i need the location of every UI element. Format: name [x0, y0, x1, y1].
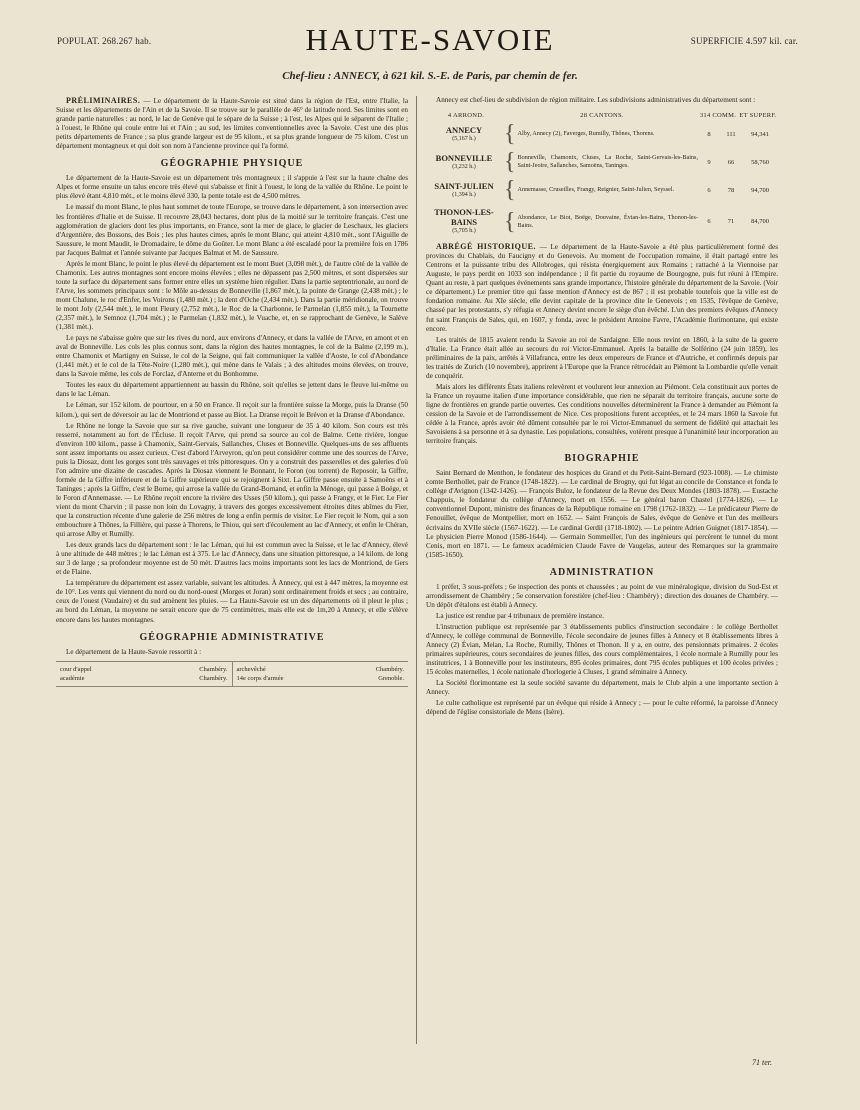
subdivision-row	[426, 207, 778, 236]
cantons-count: 6	[707, 218, 711, 226]
geo-physique-paragraph: Le massif du mont Blanc, le plus haut sommet de toute l'Europe, se trouve dans le département, à son intersection avec les frontières d'Italie et de Suisse. Il recouvre 28,043 hectares, dont plus de la moitié sur le territoire français. C'est une agglomération de glaciers dont les plus importants, en France, sont la mer de glace, le glacier de Leschaux, les glaciers d'Argentière, des Bossons, des Bois ; les plus hautes cimes, après le mont Blanc, qui atteint 4,810 mèt., sont l'Aiguille de Saussure, le mont Maudit, le Dromadaire, le dôme du Goûter. Le mont Blanc a été escaladé pour la première fois en 1786 par Jacques Balmat et l'année suivante par Jacques Balmat et M. de Saussure.	[56, 203, 408, 257]
communes-count: 66	[727, 158, 735, 166]
communes-count: 111	[726, 130, 736, 138]
arrondissement-name: THONON-LES-BAINS	[434, 207, 494, 228]
arrondissement-name: BONNEVILLE	[435, 152, 493, 163]
arrondissement	[426, 207, 502, 236]
arrondissement	[426, 153, 502, 172]
cantons-count: 9	[707, 158, 711, 166]
ressort-row	[60, 674, 228, 683]
cantons-list: Annemasse, Cruseilles, Frangy, Reignier, Saint-Julien, Seyssel.	[517, 186, 675, 194]
geo-physique-paragraph: Après le mont Blanc, le point le plus élevé du département est le mont Buet (3,098 mèt.), de l'autre côté de la vallée de Chamonix. Les autres montagnes sont encore moins élevées ; elles ne dépassent pas 2,500 mètres, et sont dispersées sur toute la surface du département sans former entre elles un système bien régulier. Dans la partie septentrionale, au nord de l'Arve, les sommets principaux sont : le Môle au-dessus de Bonneville (1,867 mèt.), la pointe de Grange (2,438 mèt.) ; le mont Chalune, le roc d'Enfer, les Voirons (1,480 mèt.) ; la dent d'Oche (2,434 mèt.). Dans la partie méridionale, on trouve le mont Joly (2,544 mèt.), le mont Fleury (2,752 mèt.), le Roc de la Charbonne, le Parmelan (1,855 mèt.), la Tournette (2,357 mèt.), le Semnoz (1,704 mèt.) ; le Parmelan (1,832 mèt.), le Vuache, et, en se rapprochant de Genève, le Salève (1,381 mèt.).	[56, 259, 408, 332]
cantons-count: 6	[707, 186, 711, 194]
left-column	[56, 96, 408, 1056]
arrondissement	[426, 181, 502, 200]
superficie-value: 58,760	[751, 158, 769, 166]
column-divider	[416, 96, 417, 1044]
administration-paragraph: La Société florimontane est la seule société savante du département, mais le Club alpin a une importante section à Annecy.	[426, 679, 778, 697]
ressort-label: cour d'appel	[60, 665, 92, 673]
ressort-value: Grenoble.	[378, 674, 404, 682]
abrege-historique-paragraph	[426, 242, 778, 333]
brace-icon: {	[504, 208, 516, 235]
ressort-label: 14e corps d'armée	[236, 674, 284, 682]
ressort-row	[60, 665, 228, 674]
geo-physique-paragraph: Les deux grands lacs du département sont : le lac Léman, qui lui est commun avec la Suisse, et le lac d'Annecy, élevé à une altitude de 448 mètres ; le lac Léman est à 375. Le lac d'Annecy, dans une situation pittoresque, a 14 kilom. de long sur 3 de large ; sa profondeur moyenne est de 50 mèt. D'autres lacs moins importants sont les lacs de Montriond, de Gers et de Flaine.	[56, 541, 408, 577]
subdivision-row	[426, 149, 778, 176]
administration-paragraph: La justice est rendue par 4 tribunaux de première instance.	[436, 611, 605, 620]
page-title: HAUTE-SAVOIE	[305, 22, 555, 57]
arrondissement-population: (3,232 h.)	[452, 163, 476, 170]
preliminaires-text: — Le département de la Haute-Savoie est situé dans la région de l'Est, entre l'Italie, la Suisse et les départements de l'Ain et de la Savoie. Il se trouve sur le parallèle de 46° de latitude nord. Ses limites sont en grande partie naturelles : au nord, le lac de Genève qui le sépare de la Suisse ; à l'est, les Alpes qui le séparent de l'Italie ; à l'ouest, le Rhône qui coule entre lui et l'Ain ; au sud, les limites conventionnelles avec la Savoie. C'est une des plus petits départements de France ; sa plus grande largeur est de 95 kilom., et sa plus grande longueur de 75 kilom. C'est un département montagneux et qui doit son nom à l'ancienne province qui l'a formé.	[56, 97, 408, 151]
ressort-label: académie	[60, 674, 85, 682]
communes-count: 78	[727, 186, 735, 194]
geo-physique-paragraph: La température du département est assez variable, suivant les altitudes. À Annecy, qui est à 447 mètres, la moyenne est de 10°. Les vents qui viennent du nord ou du nord-ouest (Morges et Joran) sont ordinairement froids et secs ; au contraire, ceux de l'ouest (Vaudaire) et du sud amènent les pluies. — La Haute-Savoie est un des départements où il pleut le plus ; au bord du Léman, la moyenne ne serait encore que de 75 centimètres, mais elle est de 1m,20 à Annecy, et elle s'élève encore dans les hautes montagnes.	[56, 579, 408, 624]
abrege-historique-paragraph: Mais alors les différents États italiens relevèrent et voulurent leur annexion au Piémont. Cela constituait aux portes de la France un royaume italien d'une importance considérable, que rien ne séparait du territoire français, aucune sorte de ligne de frontières en grande partie ouvertes. Ces conditions nouvelles déterminèrent la France à demander au Piémont la cession de la Savoie et de l'arrondissement de Nice. Ces propositions furent acceptées, et le 24 mars 1860 la Savoie fut cédée à la France, après avoir été dûment consultée par le roi Victor-Emmanuel du serment de fidélité qui attachait les Savoisiens à sa personne et à sa dynastie. Les populations, consultées, votèrent presque à l'unanimité leur incorporation au territoire français.	[426, 382, 778, 446]
arrondissement	[426, 125, 502, 144]
subdivisions-header-cell: 314 COMM.	[699, 112, 737, 120]
abrege-historique-text: — Le département de la Haute-Savoie a été plus particulièrement formé des provinces du Chablais, du Faucigny et du Genevois. Au moment de l'occupation romaine, il était partagé entre les Centrons et la puissante tribu des Allobroges, qui résista énergiquement aux Romains ; rattaché à la Viennoise par Auguste, le pays perdit en 1033 son indépendance ; il fit partie du royaume de Bourgogne, puis fut réuni à l'Empire. Quant au reste, à part quelques événements sans grande importance, l'histoire générale du département de la Savoie. (Voir ce département.) Le premier titre qui fasse mention d'Annecy est de 867 ; il est probable toutefois que la ville est de fondation romaine. Au XIe siècle, elle devint capitale de la province dite le Genevois ; en 1535, l'évêque de Genève, chassé par les protestants, s'y réfugia et Annecy devint encore le siège d'un évêché. L'un des premiers évêques d'Annecy fut saint François de Sales, qui, en 1607, y fonda, avec le président Antoine Favre, l'Académie florimontane, qui existe encore.	[426, 243, 778, 333]
chef-lieu-line: Chef-lieu : ANNECY, à 621 kil. S.-E. de Paris, par chemin de fer.	[282, 70, 578, 82]
page-footer: 71 ter.	[752, 1058, 772, 1067]
arrondissement-name: SAINT-JULIEN	[434, 180, 494, 191]
ressort-row	[237, 665, 405, 674]
superficie-value: 94,700	[751, 186, 769, 194]
arrondissement-population: (1,394 h.)	[452, 191, 476, 198]
arrondissement-population: (5,705 h.)	[452, 228, 476, 235]
geo-physique-paragraph: Le département de la Haute-Savoie est un département très montagneux ; il s'appuie à l'est sur la haute chaîne des Alpes et forme ensuite un talus encore très élevé qui s'abaisse et finit à l'ouest, le long de la vallée du Rhône. Le point le plus élevé étant 4,810 mèt., et le moins élevé 330, la pente totale est de 4,500 mètres.	[56, 174, 408, 201]
subdivision-row	[426, 121, 778, 148]
cantons-list: Bonneville, Chamonix, Cluses, La Roche, Saint-Gervais-les-Bains, Saint-Jeoire, Sallanches, Samoëns, Taninges.	[517, 154, 698, 170]
administration-heading: ADMINISTRATION	[549, 566, 655, 578]
cantons-list: Abondance, Le Biot, Boëge, Douvaine, Évian-les-Bains, Thonon-les-Bains.	[517, 213, 698, 229]
subdivisions-header-cell: 4 ARROND.	[447, 112, 485, 120]
subdivisions-header	[426, 111, 778, 120]
brace-icon: {	[504, 177, 516, 204]
population-label: POPULAT. 268.267 hab.	[57, 36, 152, 46]
ressort-value: Chambéry.	[199, 674, 228, 682]
geographie-administrative-heading: GÉOGRAPHIE ADMINISTRATIVE	[139, 631, 325, 643]
geo-admin-intro: Le département de la Haute-Savoie ressortit à :	[66, 647, 202, 656]
administration-paragraph: 1 préfet, 3 sous-préfets ; 6e inspection des ponts et chaussées ; au point de vue minéralogique, division du Sud-Est et arrondissement de Chambéry ; 5e conservation forestière (chef-lieu : Chambéry) ; direction des douanes de Chambéry. — Un dépôt d'étalons est établi à Annecy.	[426, 582, 778, 609]
biographie-heading: BIOGRAPHIE	[564, 453, 640, 465]
ressort-column	[56, 662, 232, 686]
right-column	[426, 96, 778, 1076]
ressort-value: Chambéry.	[199, 665, 228, 673]
geo-physique-paragraph: Le Léman, sur 152 kilom. de pourtour, en a 50 en France. Il reçoit sur la frontière suisse la Morge, puis la Dranse (50 kilom.), qui sert de déversoir au lac de Montriond et passe au Biot. La Dranse reçoit le Brévon et la Dranse d'Abondance.	[56, 401, 408, 419]
ressort-value: Chambéry.	[375, 665, 404, 673]
subdivisions-intro: Annecy est chef-lieu de subdivision de région militaire. Les subdivisions administratives du département sont :	[436, 96, 756, 104]
brace-icon: {	[504, 121, 516, 148]
geographie-physique-heading: GÉOGRAPHIE PHYSIQUE	[160, 158, 304, 170]
arrondissement-population: (5,167 h.)	[452, 135, 476, 142]
subdivision-row	[426, 177, 778, 204]
cantons-count: 8	[707, 130, 711, 138]
arrondissement-name: ANNECY	[445, 124, 483, 135]
preliminaires-label: PRÉLIMINAIRES.	[66, 96, 141, 105]
superficie-value: 94,341	[751, 130, 769, 138]
ressort-label: archevêché	[236, 665, 266, 673]
ressort-table	[56, 661, 408, 687]
subdivisions-header-cell: ET SUPERF.	[739, 112, 777, 120]
subdivisions-header-cell: 28 CANTONS.	[580, 112, 624, 120]
administration-paragraph: Le culte catholique est représenté par un évêque qui réside à Annecy ; — pour le culte réformé, la paroisse d'Annecy dépend de l'église consistoriale de Mens (Isère).	[426, 699, 778, 717]
geo-physique-paragraph: Le Rhône ne longe la Savoie que sur sa rive gauche, suivant une longueur de 35 à 40 kilom. Son cours est très resserré, notamment au fort de l'Écluse. Il reçoit l'Arve, qui prend sa source au col de Balme. Cette rivière, longue d'environ 100 kilom., passe à Chamonix, Saint-Gervais, Sallanches, Cluses et Bonneville. Quelques-uns de ses affluents sont assez importants ou assez curieux. C'est d'abord l'Arveyron, qu'on peut considérer comme une des sources de l'Arve, puis la Diosaz, dont les gorges sont très sauvages et très pittoresques. On y a construit des passerelles et des galeries d'où l'on admire une dizaine de cascades. Après la Diosaz viennent le Bonnant, le Foron (ou torrent) de Reposoir, la Giffre, formée de la Giffre inférieure et de la Giffre supérieure qui se rejoignent à Sixt. La Giffre passe ensuite à Samoëns et à Taninges ; après la Giffre, c'est le Borne, qui arrose la vallée du Grand-Bornand, et enfin la Ménoge, qui passe à Boëge, et le Foron d'Annemasse. — Le Rhône reçoit encore la rivière des Usses (50 kilom.), qui passe à Frangy, et le Fier. Le Fier vient du mont Charvin ; il passe non loin du Lovagny, à travers des gorges excessivement étroites dites abîmes du Fier, que la construction récente d'une galerie de 256 mètres de long a enfin permis de visiter. Le Fier reçoit le Nom, qui a son embouchure à Thônes, la Fillière, qui passe à Thorens, le Thiou, qui sert d'écoulement au lac d'Annecy, et enfin le Chéran, qui arrose Alby et Rumilly.	[56, 421, 408, 539]
ressort-column	[232, 662, 409, 686]
geo-physique-paragraph: Toutes les eaux du département appartiennent au bassin du Rhône, soit qu'elles se jettent dans le fleuve lui-même ou dans le lac Léman.	[56, 381, 408, 399]
geo-physique-paragraph: Le pays ne s'abaisse guère que sur les rives du nord, aux environs d'Annecy, et dans la vallée de l'Arve, en amont et en aval de Bonneville. Les cols les plus connus sont, dans la région des hautes montagnes, le col de la Balme (2,199 m.), entre Chamonix et Martigny en Suisse, le col de la Seigne, qui fait communiquer la vallée d'Aoste, le col d'Abondance (1,441 mèt.) et le col de la Tête-Noire (1,280 mèt.), qui mène dans le Valais ; à des altitudes moins élevées, on trouve, dans la Savoie même, les cols de Forclaz, d'Anterne et du Bonhomme.	[56, 334, 408, 379]
cantons-list: Alby, Annecy (2), Faverges, Rumilly, Thônes, Thorens.	[517, 130, 655, 138]
abrege-historique-label: ABRÉGÉ HISTORIQUE.	[436, 242, 537, 252]
ressort-row	[237, 674, 405, 683]
preliminaires-paragraph	[56, 96, 408, 151]
superficie-value: 84,700	[751, 218, 769, 226]
biographie-paragraph: Saint Bernard de Menthon, le fondateur des hospices du Grand et du Petit-Saint-Bernard (923-1008). — Le chimiste comte Berthollet, pair de France (1748-1822). — Le cardinal de Brogny, qui fut légat au concile de Constance et fonda le collège d'Avignon (1342-1426). — François Buloz, le fondateur de la Revue des Deux Mondes (1803-1878). — Eustache Chappuis, le fondateur du collège d'Annecy, mort en 1556. — Le général baron Chastel (1774-1826). — Le conventionnel Dupont, ministre des finances de la République romaine en 1798 (1762-1832). — Le prédicateur Pierre de Fenouillet, évêque de Montpellier, mort en 1652. — Saint François de Sales, évêque de Genève et l'un des meilleurs écrivains du XVIIe siècle (1567-1622). — Le cardinal Gerdil (1718-1802). — Le peintre Adrien Guignet (1817-1854). — Le physicien Pierre Monod (1586-1644). — Germain Sommeiller, l'un des ingénieurs qui percèrent le tunnel du mont Cenis, mort en 1871. — Le fameux académicien Claude Favre de Vaugelas, auteur des Remarques sur la grammaire (1585-1650).	[426, 469, 778, 559]
abrege-historique-paragraph: Les traités de 1815 avaient rendu la Savoie au roi de Sardaigne. Elle nous revint en 1860, à la suite de la guerre d'Italie. La France était allée au secours du roi Victor-Emmanuel. Après la bataille de Solférino (24 juin 1859), les préliminaires de la paix, arrêtés à Villafranca, entre les deux empereurs de France et d'Autriche, et confirmés depuis par les traités de Zurich (10 novembre), apprirent à l'Europe que la France rétrocédait au Piémont la Lombardie qu'elle venait de conquérir.	[426, 335, 778, 380]
brace-icon: {	[504, 149, 516, 176]
communes-count: 71	[727, 218, 735, 226]
header	[0, 22, 860, 62]
administration-paragraph: L'instruction publique est représentée par 3 établissements publics d'instruction secondaire : le collège Berthollet d'Annecy, le collège communal de Bonneville, l'école secondaire de jeunes filles à Annecy et 8 établissements libres à Annecy (2) Évian, Melan, La Roche, Rumilly, Thônes et Thonon. Il y a, en outre, des pensionnats primaires. 2 écoles primaires supérieures, cours secondaires de jeunes filles, des cours complémentaires, 1 école normale à Rumilly pour les institutrices, 1 à Bonneville pour les instituteurs, 895 écoles primaires, dont 795 écoles publiques et 100 écoles privées ; 15 écoles maternelles, 1 école nationale d'horlogerie à Cluses, 1 grand séminaire à Annecy.	[426, 622, 778, 677]
superficie-label: SUPERFICIE 4.597 kil. car.	[690, 36, 798, 46]
